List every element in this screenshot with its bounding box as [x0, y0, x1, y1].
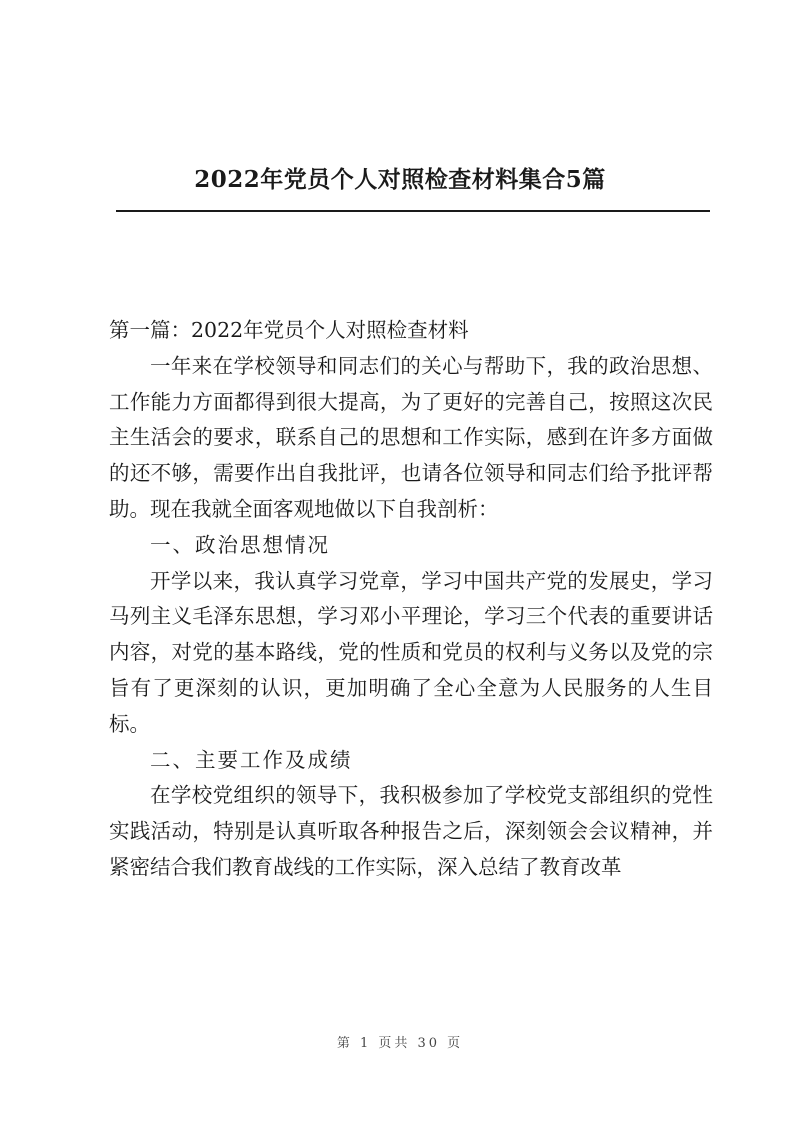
- section-heading-work: 二、主要工作及成绩: [150, 747, 353, 772]
- title-underline-divider: [116, 210, 710, 212]
- paragraph-intro: 一年来在学校领导和同志们的关心与帮助下，我的政治思想、工作能力方面都得到很大提高，为了更好的完善自己，按照这次民主生活会的要求，联系自己的思想和工作实际，感到在许多方面做的还不够，需要作出自我批评，也请各位领导和同志们给予批评帮助。现在我就全面客观地做以下自我剖析：: [109, 353, 713, 521]
- page-footer-number: 第 1 页共 30 页: [336, 1036, 464, 1051]
- section-subtitle: 第一篇：2022年党员个人对照检查材料: [109, 318, 469, 342]
- paragraph-political: 开学以来，我认真学习党章，学习中国共产党的发展史，学习马列主义毛泽东思想，学习邓小平理论，学习三个代表的重要讲话内容，对党的基本路线，党的性质和党员的权利与义务以及党的宗旨有了更深刻的认识，更加明确了全心全意为人民服务的人生目标。: [109, 568, 713, 736]
- section-heading-political: 一、政治思想情况: [150, 532, 330, 557]
- document-title: 2022年党员个人对照检查材料集合5篇: [194, 166, 606, 193]
- document-body: [109, 313, 713, 886]
- paragraph-work: 在学校党组织的领导下，我积极参加了学校党支部组织的党性实践活动，特别是认真听取各种报告之后，深刻领会会议精神，并紧密结合我们教育战线的工作实际，深入总结了教育改革: [109, 783, 713, 879]
